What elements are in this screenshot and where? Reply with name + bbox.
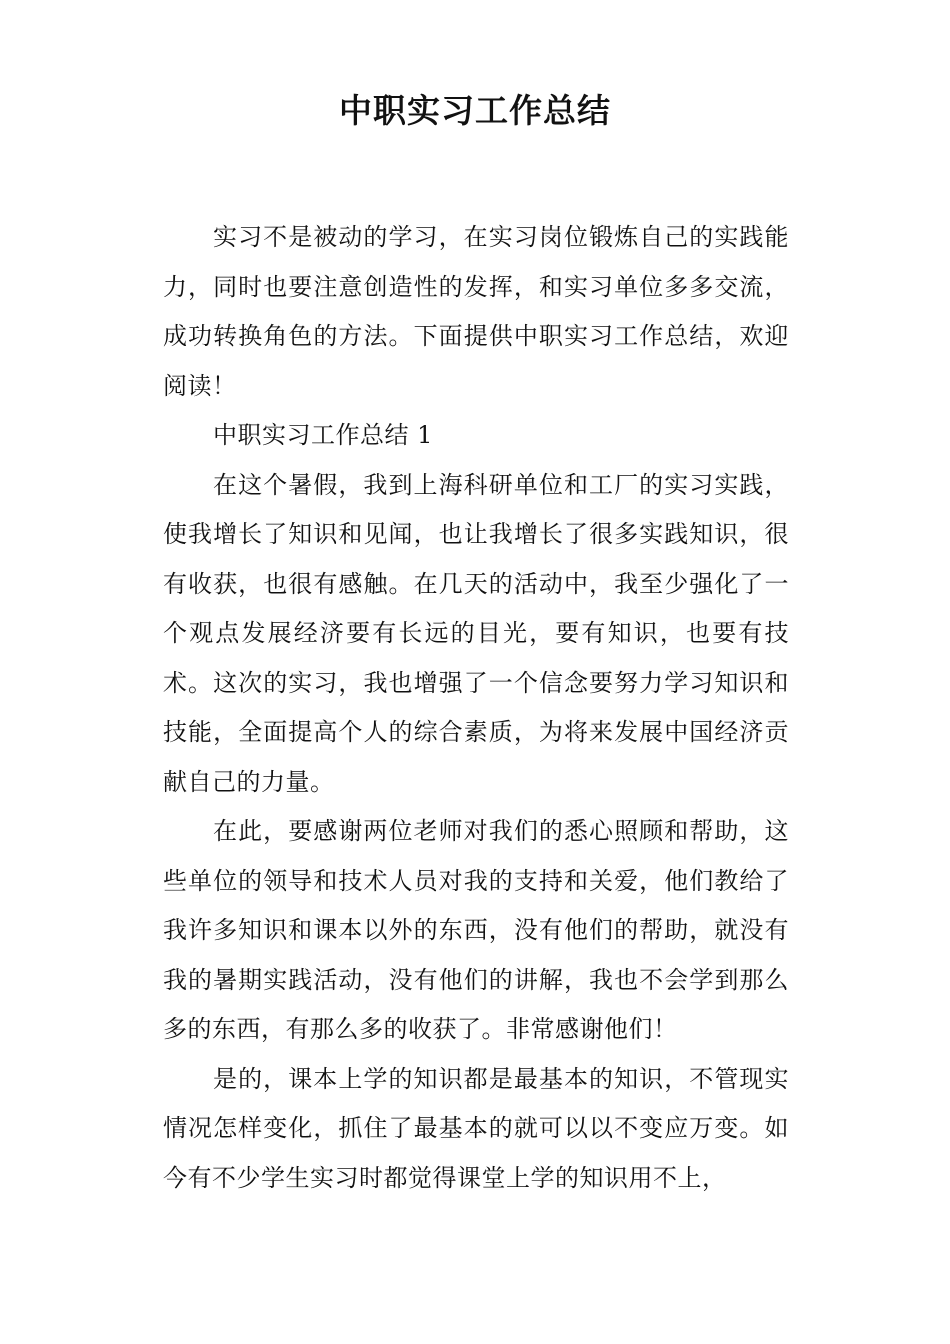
document-body: [163, 213, 789, 1203]
section-heading: 中职实习工作总结 1: [213, 421, 433, 449]
body-paragraph: 在此，要感谢两位老师对我们的悉心照顾和帮助，这些单位的领导和技术人员对我的支持和关爱，他们教给了我许多知识和课本以外的东西，没有他们的帮助，就没有我的暑期实践活动，没有他们的讲解，我也不会学到那么多的东西，有那么多的收获了。非常感谢他们！: [163, 817, 789, 1043]
body-paragraph: 是的，课本上学的知识都是最基本的知识，不管现实情况怎样变化，抓住了最基本的就可以以不变应万变。如今有不少学生实习时都觉得课堂上学的知识用不上，: [163, 1064, 789, 1192]
body-paragraph: 在这个暑假，我到上海科研单位和工厂的实习实践，使我增长了知识和见闻，也让我增长了很多实践知识，很有收获，也很有感触。在几天的活动中，我至少强化了一个观点发展经济要有长远的目光，要有知识，也要有技术。这次的实习，我也增强了一个信念要努力学习知识和技能，全面提高个人的综合素质，为将来发展中国经济贡献自己的力量。: [163, 470, 789, 796]
intro-paragraph: 实习不是被动的学习，在实习岗位锻炼自己的实践能力，同时也要注意创造性的发挥，和实习单位多多交流，成功转换角色的方法。下面提供中职实习工作总结，欢迎阅读！: [163, 223, 789, 400]
document-title: 中职实习工作总结: [339, 91, 611, 130]
